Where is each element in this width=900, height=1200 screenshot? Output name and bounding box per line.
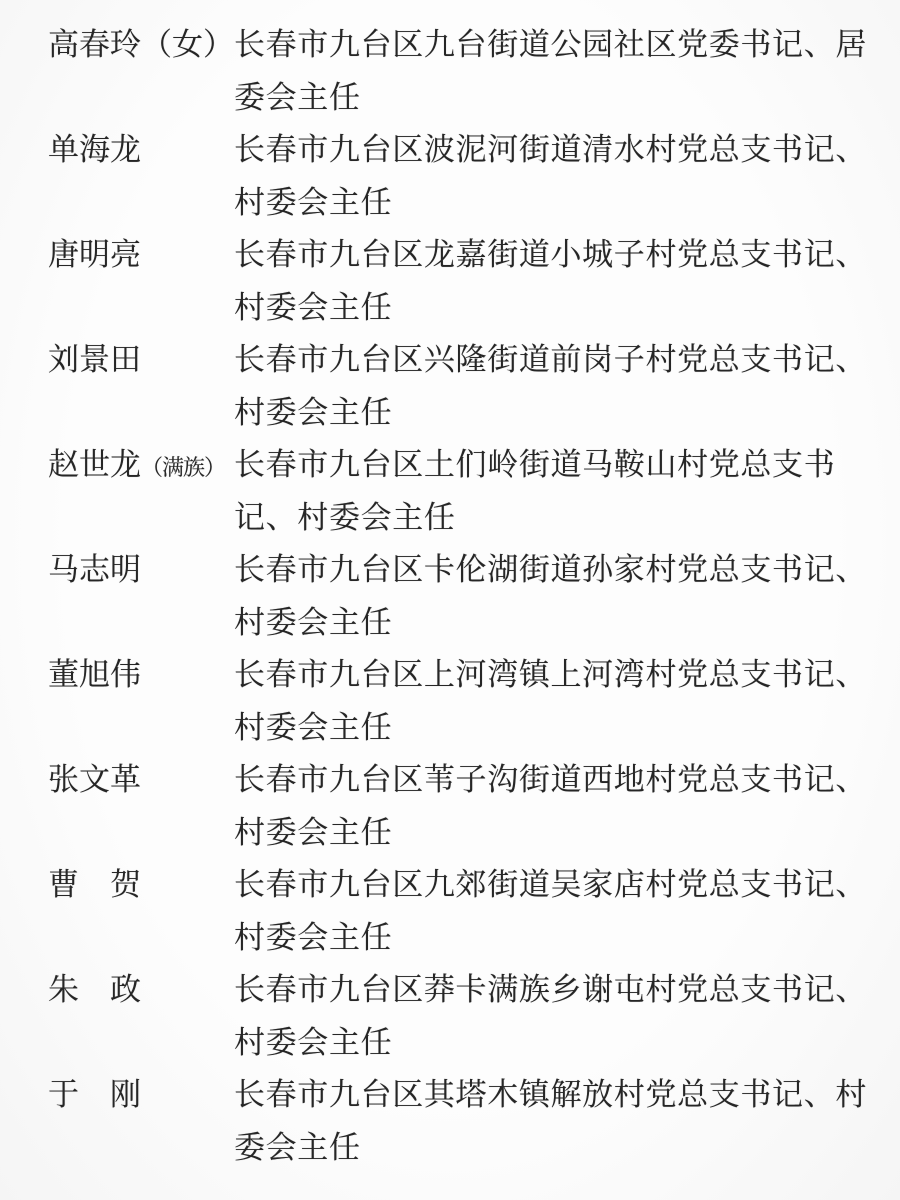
list-item bbox=[48, 124, 900, 229]
list-item bbox=[48, 19, 900, 124]
ethnicity-annotation: （满族） bbox=[141, 455, 226, 480]
person-name bbox=[48, 649, 234, 702]
person-title: 长春市九台区波泥河街道清水村党总支书记、村委会主任 bbox=[234, 132, 867, 220]
person-name-text: 董旭伟 bbox=[48, 657, 141, 692]
person-name-text: 赵世龙 bbox=[48, 447, 141, 482]
list-item bbox=[48, 859, 900, 964]
person-title: 长春市九台区卡伦湖街道孙家村党总支书记、村委会主任 bbox=[234, 552, 867, 640]
person-title: 长春市九台区龙嘉街道小城子村党总支书记、村委会主任 bbox=[234, 237, 867, 325]
person-name bbox=[48, 334, 234, 387]
person-name bbox=[48, 964, 234, 1017]
person-title: 长春市九台区九郊街道吴家店村党总支书记、村委会主任 bbox=[234, 867, 867, 955]
person-name-text: 张文革 bbox=[48, 762, 141, 797]
person-name bbox=[48, 439, 234, 495]
person-name-text: 高春玲 bbox=[48, 27, 141, 62]
person-name-text: 刘景田 bbox=[48, 342, 141, 377]
list-item bbox=[48, 754, 900, 859]
person-name-text: 唐明亮 bbox=[48, 237, 141, 272]
list-item bbox=[48, 964, 900, 1069]
list-item bbox=[48, 1069, 900, 1174]
person-name bbox=[48, 754, 234, 807]
person-name bbox=[48, 229, 234, 282]
person-title: 长春市九台区莽卡满族乡谢屯村党总支书记、村委会主任 bbox=[234, 972, 867, 1060]
person-name bbox=[48, 19, 234, 72]
person-name bbox=[48, 124, 234, 177]
list-item bbox=[48, 334, 900, 439]
person-name bbox=[48, 1069, 234, 1122]
list-item bbox=[48, 229, 900, 334]
person-title: 长春市九台区土们岭街道马鞍山村党总支书记、村委会主任 bbox=[234, 447, 836, 535]
person-name bbox=[48, 544, 234, 597]
person-title: 长春市九台区上河湾镇上河湾村党总支书记、村委会主任 bbox=[234, 657, 867, 745]
person-name bbox=[48, 859, 234, 912]
person-title: 长春市九台区兴隆街道前岗子村党总支书记、村委会主任 bbox=[234, 342, 867, 430]
person-name-text: 单海龙 bbox=[48, 132, 141, 167]
person-name-text: 朱 政 bbox=[48, 972, 141, 1007]
person-title: 长春市九台区苇子沟街道西地村党总支书记、村委会主任 bbox=[234, 762, 867, 850]
person-title: 长春市九台区九台街道公园社区党委书记、居委会主任 bbox=[234, 27, 867, 115]
person-name-text: 马志明 bbox=[48, 552, 141, 587]
person-name-text: 于 刚 bbox=[48, 1077, 141, 1112]
list-item bbox=[48, 439, 900, 544]
list-item bbox=[48, 544, 900, 649]
name-annotation: （女） bbox=[141, 27, 234, 62]
list-item bbox=[48, 649, 900, 754]
person-title: 长春市九台区其塔木镇解放村党总支书记、村委会主任 bbox=[234, 1077, 867, 1165]
person-name-text: 曹 贺 bbox=[48, 867, 141, 902]
